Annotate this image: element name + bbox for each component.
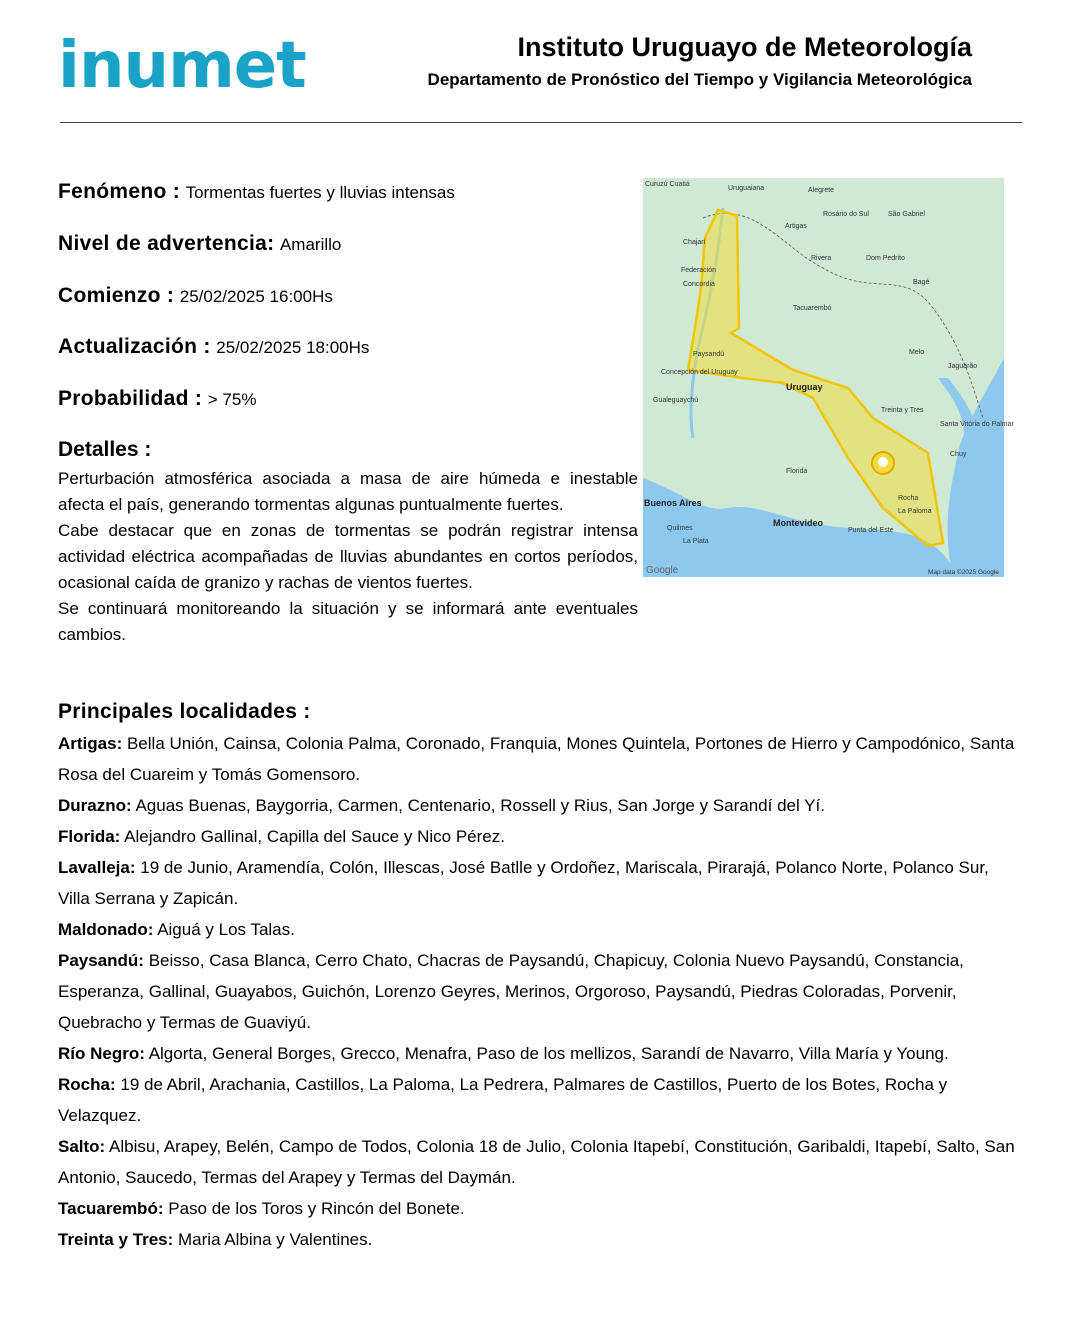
- map-label: Dom Pedrito: [866, 255, 905, 262]
- map-label: Florida: [786, 468, 808, 475]
- map-label: Jaguarão: [948, 363, 978, 370]
- dept-name: Treinta y Tres:: [58, 1230, 174, 1249]
- inumet-logo: inumet: [58, 29, 306, 103]
- dept-name: Florida:: [58, 827, 121, 846]
- map-label: Punta del Este: [848, 527, 894, 534]
- detalles-paragraph: Perturbación atmosférica asociada a masa de aire húmeda e inestable afecta el país, generando tormentas algunas puntualmente fuertes.: [58, 469, 638, 514]
- dept-places: Albisu, Arapey, Belén, Campo de Todos, Colonia 18 de Julio, Colonia Itapebí, Constitución, Garibaldi, Itapebí, Salto, San Antonio, Saucedo, Termas del Arapey y Termas del Daymán.: [58, 1137, 1015, 1187]
- map-label: Artigas: [785, 223, 807, 230]
- dept-name: Salto:: [58, 1137, 106, 1156]
- map-label: São Gabriel: [888, 211, 925, 218]
- map-label: Concepción del Uruguay: [661, 369, 738, 376]
- dept-name: Paysandú:: [58, 951, 144, 970]
- dept-places: 19 de Junio, Aramendía, Colón, Illescas, José Batlle y Ordoñez, Mariscala, Pirarajá, Polanco Norte, Polanco Sur, Villa Serrana y Zapicán.: [58, 858, 989, 908]
- warning-map: [643, 178, 1014, 577]
- map-country-label: Uruguay: [786, 382, 823, 392]
- map-label: Rivera: [811, 255, 832, 262]
- map-label: Gualeguaychú: [653, 397, 699, 404]
- field-actualizacion: [58, 335, 369, 359]
- map-label: La Paloma: [898, 508, 932, 515]
- field-fenomeno: [58, 180, 455, 204]
- list-item: [58, 790, 1023, 821]
- map-label: Rosário do Sul: [823, 211, 869, 218]
- dept-name: Tacuarembó:: [58, 1199, 164, 1218]
- list-item: [58, 1131, 1023, 1193]
- dept-places: Beisso, Casa Blanca, Cerro Chato, Chacras de Paysandú, Chapicuy, Colonia Nuevo Paysandú, Constancia, Esperanza, Gallinal, Guayabos, Guichón, Lorenzo Geyres, Merinos, Orgoroso, Paysandú, Piedras Coloradas, Porvenir, Quebracho y Termas de Guaviyú.: [58, 951, 964, 1032]
- map-attribution: Map data ©2025 Google: [928, 569, 999, 576]
- institute-title: Instituto Uruguayo de Meteorología: [517, 32, 972, 62]
- header-divider: [60, 122, 1022, 123]
- detalles-paragraph: Cabe destacar que en zonas de tormentas se podrán registrar intensa actividad eléctrica acompañadas de lluvias abundantes en cortos períodos, ocasional caída de granizo y rachas de vientos fuertes.: [58, 521, 638, 592]
- detalles-title: Detalles :: [58, 438, 152, 461]
- list-item: [58, 728, 1023, 790]
- map-label: Paysandú: [693, 351, 725, 358]
- map-label: Chuy: [950, 451, 967, 458]
- map-label: Montevideo: [773, 518, 824, 528]
- field-actualizacion-value: 25/02/2025 18:00Hs: [216, 338, 370, 357]
- dept-places: Paso de los Toros y Rincón del Bonete.: [168, 1199, 465, 1218]
- list-item: [58, 852, 1023, 914]
- map-label: Bagé: [913, 279, 930, 286]
- dept-name: Lavalleja:: [58, 858, 136, 877]
- map-label: Quilmes: [667, 525, 693, 532]
- dept-places: Aguas Buenas, Baygorria, Carmen, Centenario, Rossell y Rius, San Jorge y Sarandí del Yí.: [135, 796, 825, 815]
- cloud-icon: [878, 457, 888, 467]
- dept-places: Bella Unión, Cainsa, Colonia Palma, Coronado, Franquia, Mones Quintela, Portones de Hierro y Campodónico, Santa Rosa del Cuareim y Tomás Gomensoro.: [58, 734, 1015, 784]
- list-item: [58, 1038, 1023, 1069]
- field-nivel: [58, 232, 341, 256]
- list-item: [58, 1069, 1023, 1131]
- map-label: Santa Vitória do Palmar: [940, 421, 1014, 428]
- map-label: Chajarí: [683, 239, 706, 246]
- map-label: Melo: [909, 349, 925, 356]
- localidades-list: [58, 728, 1023, 1255]
- field-comienzo-label: Comienzo :: [58, 284, 175, 307]
- list-item: [58, 821, 1023, 852]
- field-probabilidad-label: Probabilidad :: [58, 387, 203, 410]
- list-item: [58, 1224, 1023, 1255]
- map-label: Uruguaiana: [728, 185, 765, 192]
- field-comienzo: [58, 284, 333, 308]
- map-label: Concordia: [683, 281, 715, 288]
- map-label: Treinta y Tres: [881, 407, 924, 414]
- map-label: Alegrete: [808, 187, 835, 194]
- list-item: [58, 945, 1023, 1038]
- dept-name: Artigas:: [58, 734, 123, 753]
- google-logo: Google: [646, 565, 679, 576]
- map-label: La Plata: [683, 538, 709, 545]
- list-item: [58, 914, 1023, 945]
- dept-name: Maldonado:: [58, 920, 154, 939]
- dept-name: Durazno:: [58, 796, 132, 815]
- department-subtitle: Departamento de Pronóstico del Tiempo y Vigilancia Meteorológica: [427, 70, 972, 89]
- field-comienzo-value: 25/02/2025 16:00Hs: [179, 287, 333, 306]
- dept-name: Rocha:: [58, 1075, 116, 1094]
- map-label: Buenos Aires: [644, 498, 702, 508]
- field-actualizacion-label: Actualización :: [58, 335, 211, 358]
- map-label: Federación: [681, 267, 717, 274]
- map-label: Curuzú Cuatiá: [645, 181, 690, 188]
- dept-places: Maria Albina y Valentines.: [178, 1230, 373, 1249]
- field-fenomeno-value: Tormentas fuertes y lluvias intensas: [185, 183, 455, 202]
- dept-name: Río Negro:: [58, 1044, 145, 1063]
- field-nivel-value: Amarillo: [279, 235, 342, 254]
- list-item: [58, 1193, 1023, 1224]
- detalles-paragraph: Se continuará monitoreando la situación y se informará ante eventuales cambios.: [58, 599, 638, 644]
- dept-places: Algorta, General Borges, Grecco, Menafra, Paso de los mellizos, Sarandí de Navarro, Villa María y Young.: [148, 1044, 949, 1063]
- detalles-text: [58, 466, 638, 648]
- field-probabilidad-value: > 75%: [207, 390, 257, 409]
- localidades-title: Principales localidades :: [58, 700, 311, 723]
- map-label: Tacuarembó: [793, 305, 832, 312]
- field-probabilidad: [58, 387, 256, 411]
- field-nivel-label: Nivel de advertencia:: [58, 232, 275, 255]
- field-fenomeno-label: Fenómeno :: [58, 180, 180, 203]
- dept-places: Alejandro Gallinal, Capilla del Sauce y Nico Pérez.: [124, 827, 505, 846]
- dept-places: 19 de Abril, Arachania, Castillos, La Paloma, La Pedrera, Palmares de Castillos, Puerto de los Botes, Rocha y Velazquez.: [58, 1075, 948, 1125]
- map-label: Rocha: [898, 495, 919, 502]
- dept-places: Aiguá y Los Talas.: [157, 920, 295, 939]
